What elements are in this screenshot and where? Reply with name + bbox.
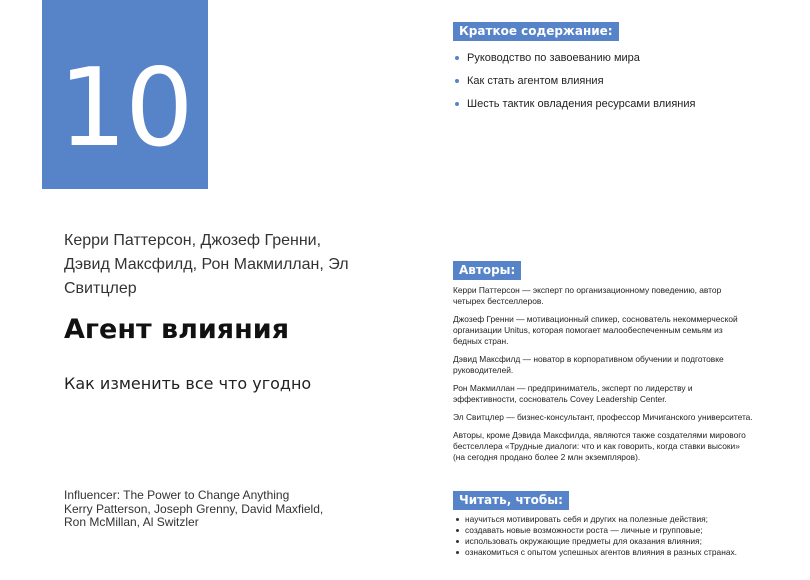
authors-heading: Авторы: bbox=[453, 261, 521, 280]
author-bio: Керри Паттерсон — эксперт по организационному поведению, автор четырех бестселлеров. bbox=[453, 285, 722, 306]
chapter-number-block bbox=[42, 0, 208, 189]
author-bio: Джозеф Гренни — мотивационный спикер, соснователь некоммерческой организации Unitus, которая помогает малообеспеченным семьям из бедных стран. bbox=[453, 314, 738, 346]
read-item: использовать окружающие предметы для оказания влияния; bbox=[455, 536, 785, 547]
author-bio: Авторы, кроме Дэвида Максфилда, являются также создателями мирового бестселлера «Трудные диалоги: что и как говорить, когда ставки высоки» (на сегодня продано более 2 млн экземпляров). bbox=[453, 430, 746, 462]
summary-item: Как стать агентом влияния bbox=[455, 74, 695, 97]
original-edition bbox=[64, 489, 334, 530]
summary-item: Шесть тактик овладения ресурсами влияния bbox=[455, 97, 695, 120]
read-list bbox=[455, 514, 785, 558]
author-bios bbox=[453, 285, 753, 470]
authors-ru: Керри Паттерсон, Джозеф Гренни, Дэвид Максфилд, Рон Макмиллан, Эл Свитцлер bbox=[64, 232, 349, 297]
read-item: создавать новые возможности роста — личные и групповые; bbox=[455, 525, 785, 536]
summary-list bbox=[455, 51, 695, 120]
original-title: Influencer: The Power to Change Anything bbox=[64, 488, 290, 502]
read-item: ознакомиться с опытом успешных агентов влияния в разных странах. bbox=[455, 547, 785, 558]
read-heading: Читать, чтобы: bbox=[453, 491, 569, 510]
author-bio: Рон Макмиллан — предприниматель, эксперт по лидерству и эффективности, соснователь Covey Leadership Center. bbox=[453, 383, 693, 404]
summary-item: Руководство по завоеванию мира bbox=[455, 51, 695, 74]
summary-heading: Краткое содержание: bbox=[453, 22, 619, 41]
chapter-number: 10 bbox=[58, 45, 192, 171]
author-bio: Эл Свитцлер — бизнес-консультант, профессор Мичиганского университета. bbox=[453, 412, 753, 422]
book-subtitle: Как изменить все что угодно bbox=[64, 374, 312, 393]
book-title: Агент влияния bbox=[64, 314, 290, 345]
read-item: научиться мотивировать себя и других на полезные действия; bbox=[455, 514, 785, 525]
original-authors: Kerry Patterson, Joseph Grenny, David Maxfield, Ron McMillan, Al Switzler bbox=[64, 501, 324, 529]
author-bio: Дэвид Максфилд — новатор в корпоративном обучении и подготовке руководителей. bbox=[453, 354, 724, 375]
